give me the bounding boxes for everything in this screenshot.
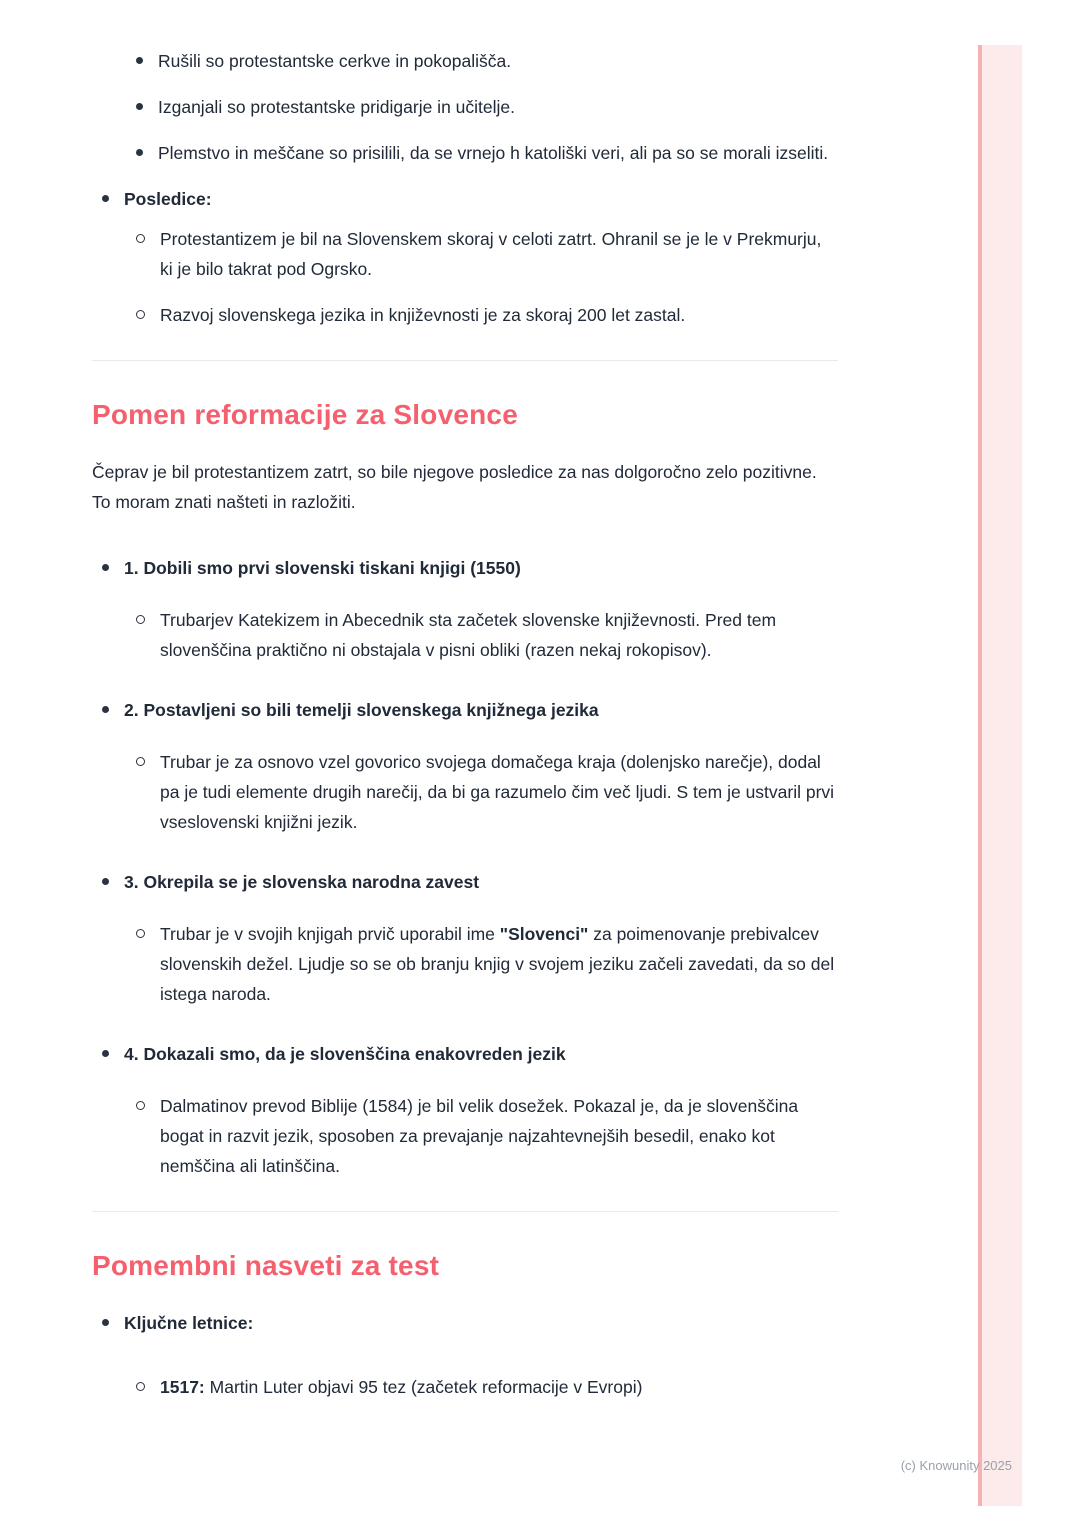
section-divider xyxy=(92,1211,838,1212)
list-item xyxy=(102,1039,838,1069)
list-item-text xyxy=(160,919,838,1009)
list-item-text: Trubarjev Katekizem in Abecednik sta začetek slovenske književnosti. Pred tem slovenščina praktično ni obstajala v pisni obliki (razen nekaj rokopisov). xyxy=(160,610,777,660)
section-intro-text: Čeprav je bil protestantizem zatrt, so bile njegove posledice za nas dolgoročno zelo pozitivne. To moram znati našteti in razložiti. xyxy=(92,462,817,512)
disc-bullet-icon xyxy=(136,149,143,156)
text-segment: Trubar je v svojih knjigah prvič uporabil ime xyxy=(160,924,500,944)
section-divider xyxy=(92,360,838,361)
list-item xyxy=(102,1308,838,1338)
list-item xyxy=(136,1091,838,1181)
disc-bullet-icon xyxy=(102,564,109,571)
watermark-text: (c) Knowunity 2025 xyxy=(900,1458,1012,1473)
key-dates-list xyxy=(92,1372,838,1402)
circle-bullet-icon xyxy=(136,310,145,319)
disc-bullet-icon xyxy=(102,1050,109,1057)
list-item xyxy=(136,138,838,168)
page-edge-stripe xyxy=(978,45,1022,1506)
list-item-text: Protestantizem je bil na Slovenskem skoraj v celoti zatrt. Ohranil se je le v Prekmurju, ki je bilo takrat pod Ogrsko. xyxy=(160,229,822,279)
point-detail-list xyxy=(92,919,838,1009)
list-item xyxy=(102,184,838,214)
point-heading: 4. Dokazali smo, da je slovenščina enakovreden jezik xyxy=(124,1044,566,1064)
list-item-label: Ključne letnice: xyxy=(124,1313,254,1333)
list-item xyxy=(136,747,838,837)
disc-bullet-icon xyxy=(102,706,109,713)
disc-bullet-icon xyxy=(136,103,143,110)
point-detail-list xyxy=(92,747,838,837)
list-item-text: Izganjali so protestantske pridigarje in učitelje. xyxy=(158,97,515,117)
list-item xyxy=(102,695,838,725)
disc-bullet-icon xyxy=(102,878,109,885)
section-title: Pomembni nasveti za test xyxy=(92,1250,440,1281)
list-item xyxy=(136,1372,838,1402)
text-segment: za poimenovanje prebivalcev slovenskih dežel. Ljudje so se ob branju knjig v svojem jeziku začeli zavedati, da so del istega naroda. xyxy=(160,924,835,1004)
disc-bullet-icon xyxy=(102,195,109,202)
list-item-text: Dalmatinov prevod Biblije (1584) je bil velik dosežek. Pokazal je, da je slovenščina bogat in razvit jezik, sposoben za prevajanje najzahtevnejših besedil, enako kot nemščina ali latinščina. xyxy=(160,1096,799,1176)
list-item xyxy=(136,300,838,330)
list-item-text: Rušili so protestantske cerkve in pokopališča. xyxy=(158,51,512,71)
point-heading: 2. Postavljeni so bili temelji slovenskega knjižnega jezika xyxy=(124,700,599,720)
list-item xyxy=(136,919,838,1009)
measures-list xyxy=(92,46,838,168)
circle-bullet-icon xyxy=(136,234,145,243)
list-item-label: Posledice: xyxy=(124,189,212,209)
list-item xyxy=(136,224,838,284)
section-title: Pomen reformacije za Slovence xyxy=(92,399,518,430)
point-heading: 1. Dobili smo prvi slovenski tiskani knjigi (1550) xyxy=(124,558,521,578)
text-segment-bold: "Slovenci" xyxy=(499,924,589,944)
circle-bullet-icon xyxy=(136,615,145,624)
list-item-text: Razvoj slovenskega jezika in književnosti je za skoraj 200 let zastal. xyxy=(160,305,686,325)
list-item-text: Trubar je za osnovo vzel govorico svojega domačega kraja (dolenjsko narečje), dodal pa je tudi elemente drugih narečij, da bi ga razumelo čim več ljudi. S tem je ustvaril prvi vseslovenski knjižni jezik. xyxy=(160,752,835,832)
circle-bullet-icon xyxy=(136,929,145,938)
list-item xyxy=(136,92,838,122)
text-segment: Martin Luter objavi 95 tez (začetek reformacije v Evropi) xyxy=(204,1377,643,1397)
point-heading: 3. Okrepila se je slovenska narodna zavest xyxy=(124,872,480,892)
list-item-text: Plemstvo in meščane so prisilili, da se vrnejo h katoliški veri, ali pa so se morali izseliti. xyxy=(158,143,829,163)
point-detail-list xyxy=(92,1091,838,1181)
circle-bullet-icon xyxy=(136,1382,145,1391)
list-item xyxy=(102,867,838,897)
circle-bullet-icon xyxy=(136,757,145,766)
list-item xyxy=(102,553,838,583)
disc-bullet-icon xyxy=(136,57,143,64)
disc-bullet-icon xyxy=(102,1319,109,1326)
year-label: 1517: xyxy=(160,1377,205,1397)
list-item xyxy=(136,605,838,665)
consequences-list xyxy=(92,224,838,330)
list-item xyxy=(136,46,838,76)
point-detail-list xyxy=(92,605,838,665)
list-item-text xyxy=(160,1372,642,1402)
circle-bullet-icon xyxy=(136,1101,145,1110)
